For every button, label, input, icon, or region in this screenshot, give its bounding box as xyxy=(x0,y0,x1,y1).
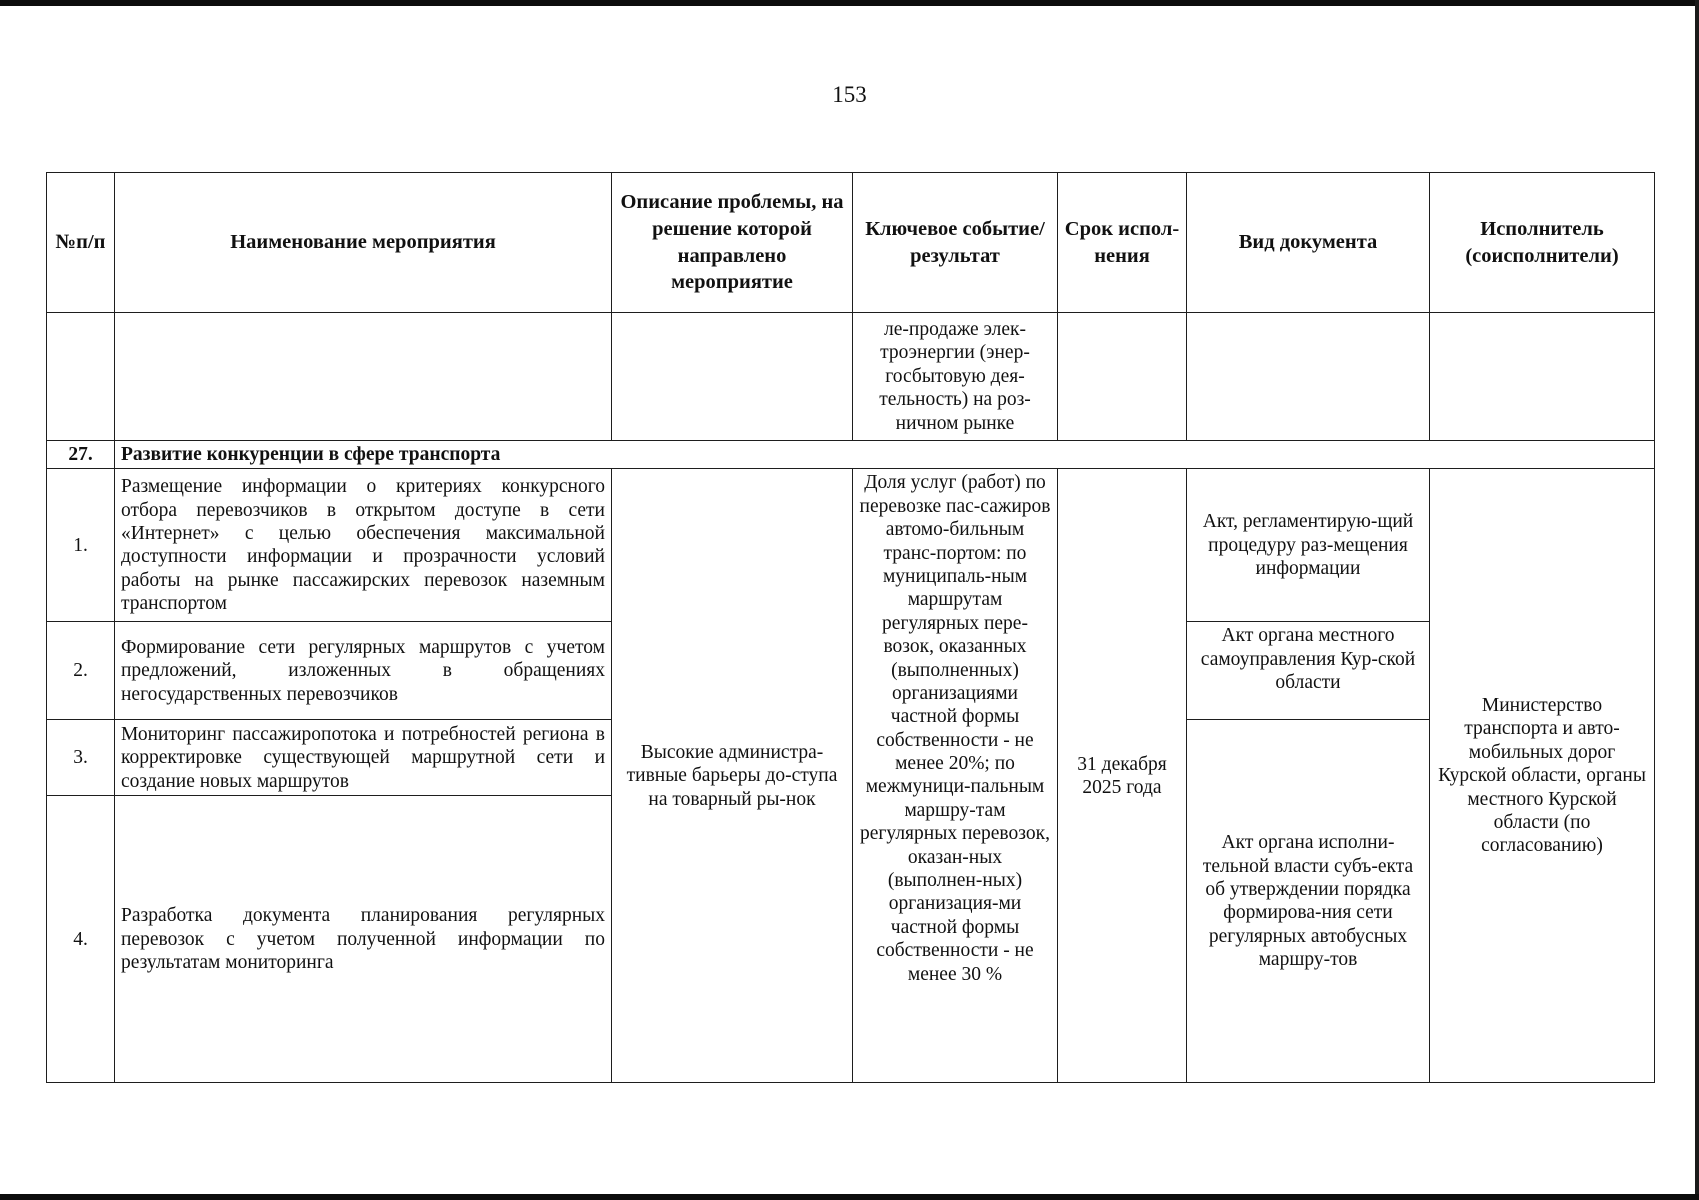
row-name: Формирование сети регулярных маршрутов с учетом предложений, изложенных в обращениях негосударственных перевозчиков xyxy=(115,622,612,720)
executor: Министерство транспорта и авто-мобильных дорог Курской области, органы местного Курской области (по согласованию) xyxy=(1430,469,1655,1083)
header-doc: Вид документа xyxy=(1187,173,1430,313)
cont-doc xyxy=(1187,313,1430,441)
header-term: Срок испол-нения xyxy=(1058,173,1187,313)
action-plan-table xyxy=(46,172,1655,1083)
header-name: Наименование мероприятия xyxy=(115,173,612,313)
document-type: Акт органа местного самоуправления Кур-ской области xyxy=(1187,622,1430,720)
row-num: 1. xyxy=(47,469,115,622)
header-num: №п/п xyxy=(47,173,115,313)
document-type: Акт органа исполни-тельной власти субъ-екта об утверждении порядка формирова-ния сети регулярных автобусных маршру-тов xyxy=(1187,720,1430,1083)
table-row xyxy=(47,469,1655,622)
cont-num xyxy=(47,313,115,441)
deadline: 31 декабря 2025 года xyxy=(1058,469,1187,1083)
row-name: Мониторинг пассажиропотока и потребностей региона в корректировке существующей маршрутной сети и создание новых маршрутов xyxy=(115,720,612,796)
key-event: Доля услуг (работ) по перевозке пас-сажиров автомо-бильным транс-портом: по муниципаль-ным маршрутам регулярных пере-возок, оказанных (выполненных) организациями частной формы собственности - не менее 20%; по межмуници-пальным маршру-там регулярных перевозок, оказан-ных (выполнен-ных) организация-ми частной формы собственности - не менее 30 % xyxy=(853,469,1058,1083)
row-name: Разработка документа планирования регулярных перевозок с учетом полученной информации по результатам мониторинга xyxy=(115,796,612,1083)
cont-name xyxy=(115,313,612,441)
cont-term xyxy=(1058,313,1187,441)
continuation-row xyxy=(47,313,1655,441)
page-number: 153 xyxy=(832,82,867,107)
section-num: 27. xyxy=(47,441,115,469)
section-row xyxy=(47,441,1655,469)
row-name: Размещение информации о критериях конкурсного отбора перевозчиков в открытом доступе в сети «Интернет» с целью обеспечения максимальной доступности информации и прозрачности условий работы на рынке пассажирских перевозок наземным транспортом xyxy=(115,469,612,622)
cont-event: ле-продаже элек-троэнергии (энер-госбытовую дея-тельность) на роз-ничном рынке xyxy=(853,313,1058,441)
row-num: 2. xyxy=(47,622,115,720)
header-event: Ключевое событие/ результат xyxy=(853,173,1058,313)
section-title: Развитие конкуренции в сфере транспорта xyxy=(115,441,1655,469)
header-problem: Описание проблемы, на решение которой направлено мероприятие xyxy=(612,173,853,313)
scan-border-right xyxy=(1695,0,1699,1200)
row-num: 3. xyxy=(47,720,115,796)
scan-border-top xyxy=(0,0,1699,6)
header-executor: Исполнитель (соисполнители) xyxy=(1430,173,1655,313)
cont-problem xyxy=(612,313,853,441)
header-row xyxy=(47,173,1655,313)
row-num: 4. xyxy=(47,796,115,1083)
scan-border-bottom xyxy=(0,1194,1699,1200)
document-type: Акт, регламентирую-щий процедуру раз-мещения информации xyxy=(1187,469,1430,622)
cont-executor xyxy=(1430,313,1655,441)
problem-description: Высокие администра-тивные барьеры до-ступа на товарный ры-нок xyxy=(612,469,853,1083)
